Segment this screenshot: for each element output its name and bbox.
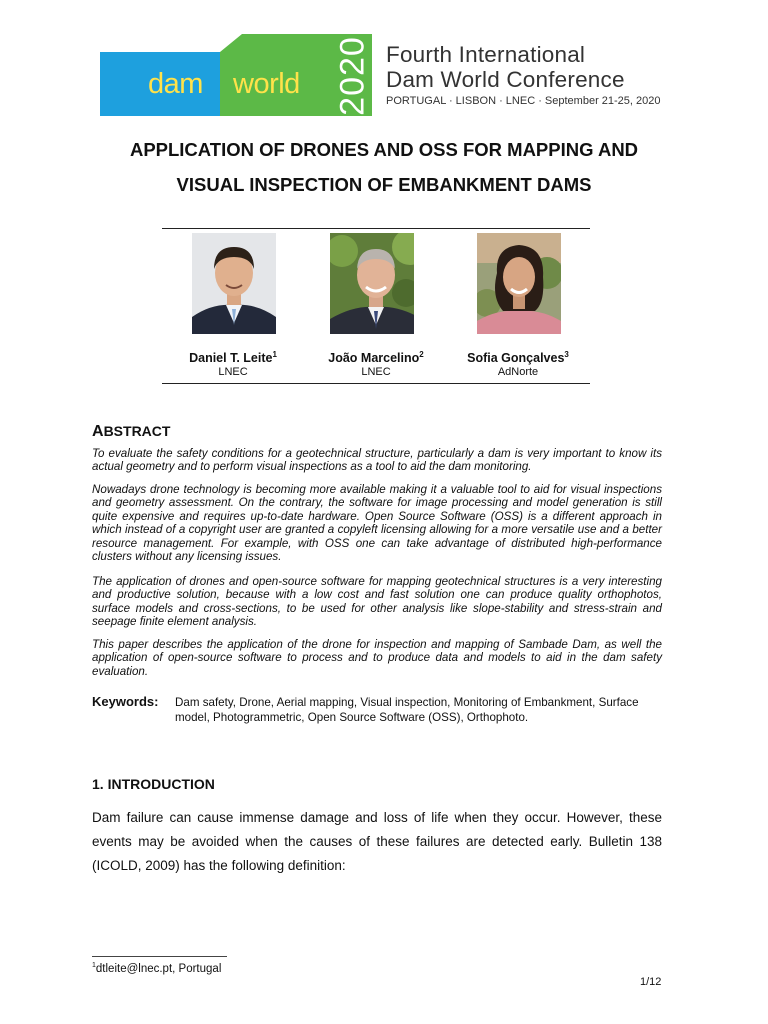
conference-location: PORTUGAL · LISBON · LNEC · September 21-25, 2020 [386,95,661,107]
author-block-2 [301,350,451,378]
conference-name-line2: Dam World Conference [386,67,625,92]
abstract-paragraph-3: The application of drones and open-source software for mapping geotechnical structures is a very interesting and productive solution, because with a low cost and fast solution one can produce quality orthophotos, surface models and cross-sections, to be used for other analysis like slope-stability and stress-strain and seepage finite element analysis. [92,575,662,629]
introduction-heading: 1. INTRODUCTION [92,776,215,792]
author-block-3 [443,350,593,378]
keywords-text: Dam safety, Drone, Aerial mapping, Visual inspection, Monitoring of Embankment, Surface model, Photogrammetric, Open Source Software (OSS), Orthophoto. [175,696,639,724]
paper-title-line2: VISUAL INSPECTION OF EMBANKMENT DAMS [176,174,592,195]
authors-top-rule [162,228,590,229]
conference-name-line1: Fourth International [386,42,586,67]
page-number: 1/12 [640,976,662,988]
author-name: João Marcelino$^2$ [328,350,424,366]
abstract-paragraph-2: Nowadays drone technology is becoming more available making it a valuable tool to aid for visual inspections and geometry assessment. On the contrary, the software for image processing and model generation is still quite expensive and requires up-to-date hardware. Open Source Software (OSS) is a different approach in which instead of a copyright user are granted a copyleft licensing allowing for a more versatile use and a better resource management. For example, with OSS one can take advantage of distributed high-performance clusters without any licensing issues. [92,483,662,564]
author-name: Daniel T. Leite$^1$ [189,350,277,366]
author-photo-goncalves [477,233,561,334]
introduction-paragraph: Dam failure can cause immense damage and loss of life when they occur. However, these events may be avoided when the causes of these failures are detected early. Bulletin 138 (ICOLD, 2009) has the following definition: [92,810,662,873]
footnote: $^1$dtleite@lnec.pt, Portugal [92,962,222,975]
author-name: Sofia Gonçalves$^3$ [467,350,569,366]
authors-bottom-rule [162,383,590,384]
author-photo-leite [192,233,276,334]
conference-logo [100,34,372,116]
logo-word-world: world [233,68,300,100]
author-affiliation: LNEC [218,366,248,379]
keywords-label: Keywords: [92,694,159,709]
author-affiliation: LNEC [361,366,391,379]
footnote-rule [92,956,227,957]
author-photo-marcelino [330,233,414,334]
author-affiliation: AdNorte [497,366,539,379]
paper-title-line1: APPLICATION OF DRONES AND OSS FOR MAPPING AND [129,139,639,160]
abstract-heading: ABSTRACT [92,423,171,440]
abstract-paragraph-4: This paper describes the application of the drone for inspection and mapping of Sambade Dam, as well the application of open-source software to process and to produce data and models to aid in the dam safety evaluation. [92,638,662,678]
author-block-1 [158,350,308,378]
abstract-paragraph-1: To evaluate the safety conditions for a geotechnical structure, particularly a dam is very important to know its actual geometry and to perform visual inspections as a tool to aid the dam monitoring. [92,447,662,474]
logo-word-dam: dam [148,68,203,100]
footnote-email[interactable]: dtleite@lnec.pt, Portugal [95,962,222,975]
logo-year: 2020 [333,36,372,116]
